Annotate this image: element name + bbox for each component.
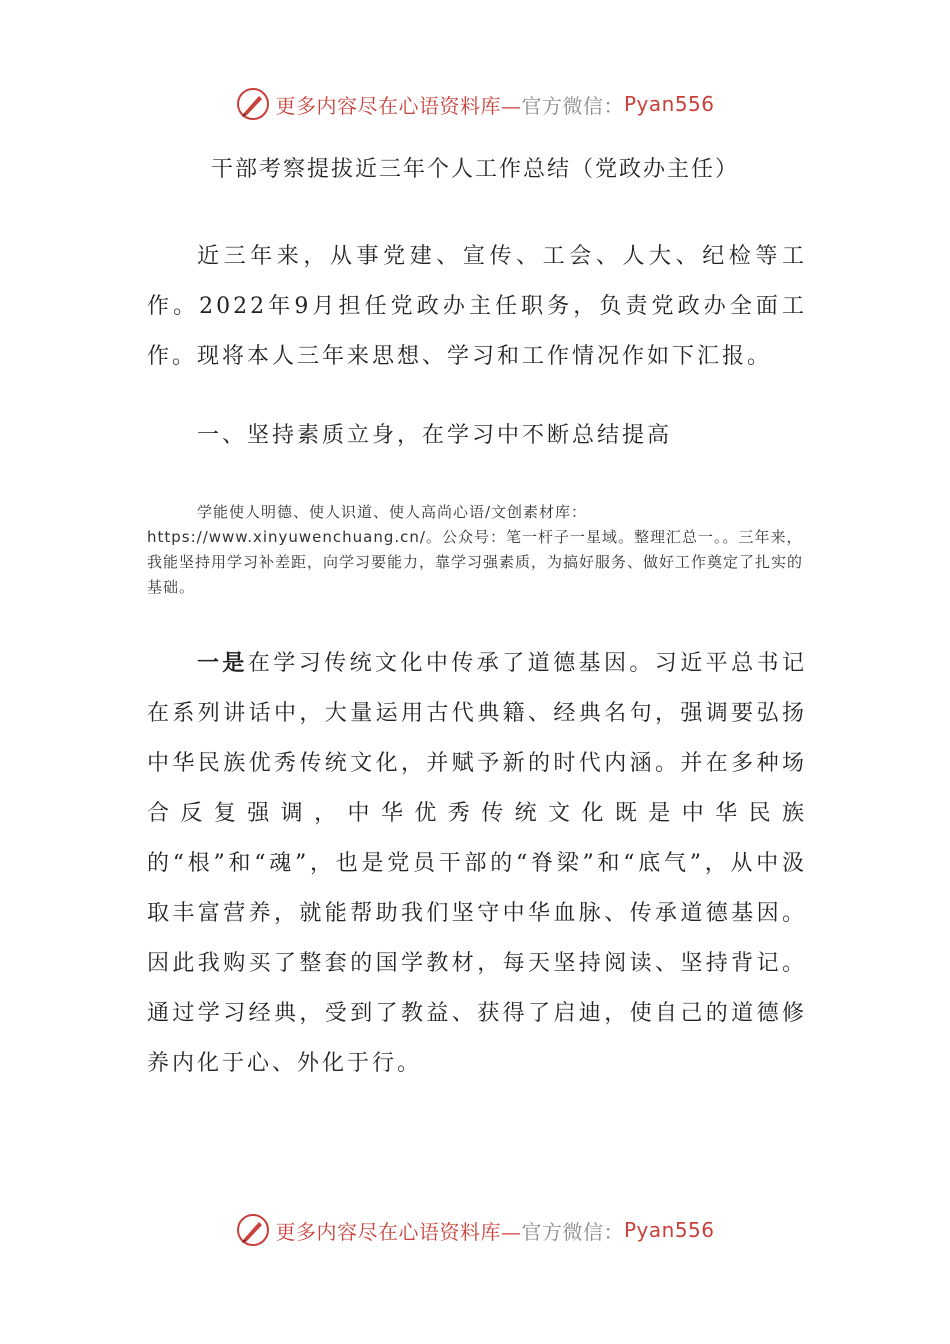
section-heading: 一、坚持素质立身，在学习中不断总结提高 <box>197 423 673 448</box>
footer-watermark-banner <box>0 1210 950 1250</box>
pen-logo-icon <box>235 86 271 122</box>
banner-wechat-id: Pyan556 <box>623 1218 715 1242</box>
point-one-lead: 一是 <box>197 650 248 676</box>
banner-text: 更多内容尽在心语资料库— <box>275 93 522 118</box>
banner-text: 更多内容尽在心语资料库— <box>275 1219 522 1244</box>
banner-wechat-id: Pyan556 <box>623 92 715 116</box>
note-url: https://www.xinyuwenchuang.cn/ <box>147 528 426 546</box>
note-prefix: 学能使人明德、使人识道、使人高尚心语/文创素材库： <box>197 503 588 521</box>
banner-wechat-label: 官方微信： <box>521 1219 624 1244</box>
header-watermark-banner <box>0 84 950 124</box>
note-suffix: 。公众号：笔一杆子一星域。整理汇总一。。三年来，我能坚持用学习补差距，向学习要能力，靠学习强素质，为搞好服务、做好工作奠定了扎实的基础。 <box>147 528 804 596</box>
point-one-paragraph <box>147 638 807 1089</box>
note-paragraph <box>147 500 807 600</box>
intro-paragraph: 近三年来，从事党建、宣传、工会、人大、纪检等工作。2022年9月担任党政办主任职务，负责党政办全面工作。现将本人三年来思想、学习和工作情况作如下汇报。 <box>147 244 807 369</box>
banner-wechat-label: 官方微信： <box>521 93 624 118</box>
document-title: 干部考察提拔近三年个人工作总结（党政办主任） <box>210 157 739 182</box>
point-one-body: 在学习传统文化中传承了道德基因。习近平总书记在系列讲话中，大量运用古代典籍、经典名句，强调要弘扬中华民族优秀传统文化，并赋予新的时代内涵。并在多种场合反复强调，中华优秀传统文化既是中华民族的“根”和“魂”，也是党员干部的“脊梁”和“底气”，从中汲取丰富营养，就能帮助我们坚守中华血脉、传承道德基因。因此我购买了整套的国学教材，每天坚持阅读、坚持背记。通过学习经典，受到了教益、获得了启迪，使自己的道德修养内化于心、外化于行。 <box>147 651 807 1076</box>
pen-logo-icon <box>235 1212 271 1248</box>
